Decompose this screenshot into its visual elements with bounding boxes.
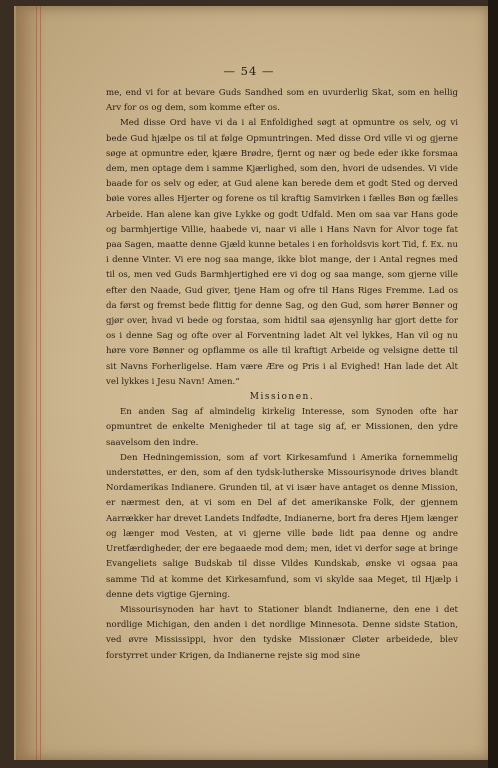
page-edge-shadow [488,0,498,768]
binding-gutter [18,6,46,760]
section-heading: Missionen. [249,392,315,403]
gutter-line [40,6,41,760]
paragraph: Med disse Ord have vi da i al Enfoldighed søgt at opmuntre os selv, og vi bede Gud hjælpe os til at følge Opmuntringen. Med disse Ord ville vi og gjerne søge at opmuntre eder, kjære Brødre, fjernt og nær og bede eder ikke forsmaa dem, men optage dem i samme Kjærlighed, som den, hvori de udsendes. Vi vide baade for os selv og eder, at Gud alene kan berede dem et godt Sted og derved bøie vores alles Hjerter og forene os til kraftig Samvirken i fælles Bøn og fælles Arbeide. Han alene kan give Lykke og godt Udfald. Men om saa var Hans gode og barmhjertige Villie, haabede vi, naar vi alle i Hans Navn for Alvor toge fat paa Sagen, maatte denne Gjæld kunne betales i en forholdsvis kort Tid, f. Ex. nu i denne Vinter. Vi ere nog saa mange, ikke blot mange, der i Antal regnes med til os, men ved Guds Barmhjertighed ere vi dog og saa mange, som gjerne ville efter den Naade, Gud giver, tjene Ham og ofre til Hans Riges Fremme. Lad os da først og fremst bede flittig for denne Sag, og den Gud, som hører Bønner og gjør over, hvad vi bede og forstaa, som hidtil saa øjensynlig har gjort dette for os i denne Sag og ofte over al Forventning ladet Alt vel lykkes, Han vil og nu høre vore Bønner og opflamme os alle til kraftigt Arbeide og velsigne dette til sit Navns Forherligelse. Ham være Ære og Pris i al Evighed! Han lade det Alt vel lykkes i Jesu Navn! Amen.“ [106,118,458,387]
paragraph: me, end vi for at bevare Guds Sandhed som en uvurderlig Skat, som en hellig Arv for os og dem, som komme efter os. [106,88,458,114]
body-text [106,86,458,664]
paragraph: Missourisynoden har havt to Stationer blandt Indianerne, den ene i det nordlige Michigan, den anden i det nordlige Minnesota. Denne sidste Station, ved øvre Mississippi, hvor den tydske Missionær Cløter arbeidede, blev forstyrret under Krigen, da Indianerne rejste sig mod sine [106,604,458,661]
page-number: — 54 — [223,64,275,78]
paragraph: Den Hedningemission, som af vort Kirkesamfund i Amerika fornemmelig understøttes, er den, som af den tydsk-lutherske Missourisynode drives blandt Nordamerikas Indianere. Grunden til, at vi især have antaget os denne Mission, er nærmest den, at vi som en Del af det amerikanske Folk, der gjennem Aarrækker har drevet Landets Indfødte, Indianerne, bort fra deres Hjem længer og længer mod Vesten, at vi gjerne ville bøde lidt paa denne og andre Uretfærdigheder, der ere begaaede mod dem; men, idet vi derfor søge at bringe Evangeliets salige Budskab til disse Vildes Kundskab, ønske vi ogsaa paa samme Tid at komme det Kirkesamfund, som vi skylde saa Meget, til Hjælp i denne dets vigtige Gjerning. [106,452,458,600]
paragraph: En anden Sag af almindelig kirkelig Interesse, som Synoden ofte har opmuntret de enkelte Menigheder til at tage sig af, er Missionen, den ydre saavelsom den indre. [106,407,458,448]
gutter-line [36,6,37,760]
